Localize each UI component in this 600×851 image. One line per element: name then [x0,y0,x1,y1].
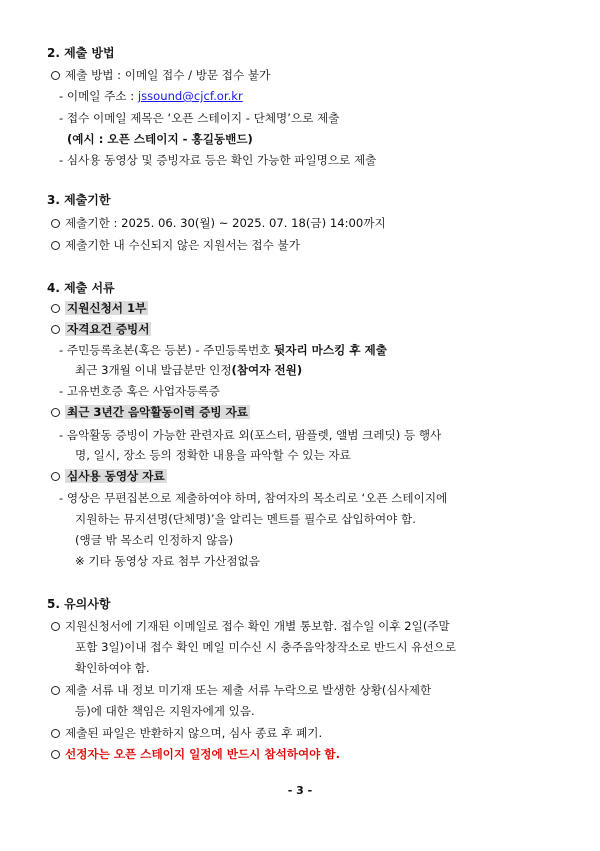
resident-note-text: 최근 3개월 이내 발급분만 인정 [75,363,232,377]
note-1-line2: 포함 3일)이내 접수 확인 메일 미수신 시 충주음악창작소로 반드시 유선으로 [75,640,457,654]
section-heading-notes: 5. 유의사항 [47,597,111,611]
note-item-3 [51,725,322,741]
circle-bullet-icon [51,219,60,228]
circle-bullet-icon [51,472,60,481]
document-label-application: 지원신청서 1부 [67,301,147,315]
submission-method-item [51,67,270,83]
resident-register-rule [59,342,387,358]
email-subject-example: (예시 : 오픈 스테이지 - 홍길동밴드) [67,132,253,146]
late-submission-text: 제출기한 내 수신되지 않은 지원서는 접수 불가 [65,238,300,252]
unique-number-rule: - 고유번호증 혹은 사업자등록증 [59,384,220,398]
document-item-activity [51,404,250,420]
note-2-line2: 등)에 대한 책임은 지원자에게 있음. [75,704,255,718]
note-item-2 [51,682,431,698]
video-rule-line2: 지원하는 뮤지션명(단체명)’을 알리는 멘트를 필수로 삽입하여야 함. [75,512,416,526]
circle-bullet-icon [51,241,60,250]
document-item-application [51,300,148,316]
note-1-line3: 확인하여야 함. [75,661,150,675]
circle-bullet-icon [51,325,60,334]
late-submission-item [51,237,300,253]
video-rule-note: ※ 기타 동영상 자료 첨부 가산점없음 [75,554,260,568]
section-heading-documents: 4. 제출 서류 [47,281,115,295]
activity-rule-line1: - 음악활동 증빙이 가능한 관련자료 외(포스터, 팜플렛, 앨범 크레딧) 등 행사 [59,428,442,442]
note-4-warning-text: 선정자는 오픈 스테이지 일정에 반드시 참석하여야 함. [65,747,341,761]
section-heading-submission-method: 2. 제출 방법 [47,46,115,60]
resident-register-text: - 주민등록초본(혹은 등본) - 주민등록번호 [59,343,275,357]
circle-bullet-icon [51,71,60,80]
email-subject-rule: - 접수 이메일 제목은 ‘오픈 스테이지 - 단체명’으로 제출 [59,111,340,125]
circle-bullet-icon [51,729,60,738]
circle-bullet-icon [51,622,60,631]
note-1-line1: 지원신청서에 기재된 이메일로 접수 확인 개별 통보함. 접수일 이후 2일(주말 [65,619,450,633]
resident-register-bold: 뒷자리 마스킹 후 제출 [274,343,387,357]
email-address-row [59,88,243,104]
email-label: - 이메일 주소 : [59,89,138,103]
resident-register-note [75,362,302,378]
circle-bullet-icon [51,408,60,417]
file-name-rule: - 심사용 동영상 및 증빙자료 등은 확인 가능한 파일명으로 제출 [59,153,377,167]
note-item-4 [51,746,340,762]
note-item-1 [51,618,450,634]
resident-note-bold: (참여자 전원) [231,363,303,377]
circle-bullet-icon [51,304,60,313]
note-2-line1: 제출 서류 내 정보 미기재 또는 제출 서류 누락으로 발생한 상황(심사제한 [65,683,432,697]
document-item-qualification [51,321,151,337]
circle-bullet-icon [51,686,60,695]
note-3-text: 제출된 파일은 반환하지 않으며, 심사 종료 후 폐기. [65,726,323,740]
document-label-qualification: 자격요건 증빙서 [67,322,150,336]
circle-bullet-icon [51,750,60,759]
submission-method-text: 제출 방법 : 이메일 접수 / 방문 접수 불가 [65,68,271,82]
page-number: - 3 - [287,784,313,797]
activity-rule-line2: 명, 일시, 장소 등의 정확한 내용을 파악할 수 있는 자료 [75,448,351,462]
section-heading-deadline: 3. 제출기한 [47,193,111,207]
deadline-item [51,215,386,231]
document-label-activity: 최근 3년간 음악활동이력 증빙 자료 [67,405,249,419]
document-label-video: 심사용 동영상 자료 [67,469,165,483]
deadline-text: 제출기한 : 2025. 06. 30(월) ~ 2025. 07. 18(금) 14:00까지 [65,216,386,230]
email-link[interactable]: jssound@cjcf.or.kr [137,89,243,103]
video-rule-line3: (앵글 밖 목소리 인정하지 않음) [75,533,234,547]
video-rule-line1: - 영상은 무편집본으로 제출하여야 하며, 참여자의 목소리로 ‘오픈 스테이지에 [59,491,448,505]
document-item-video [51,468,167,484]
